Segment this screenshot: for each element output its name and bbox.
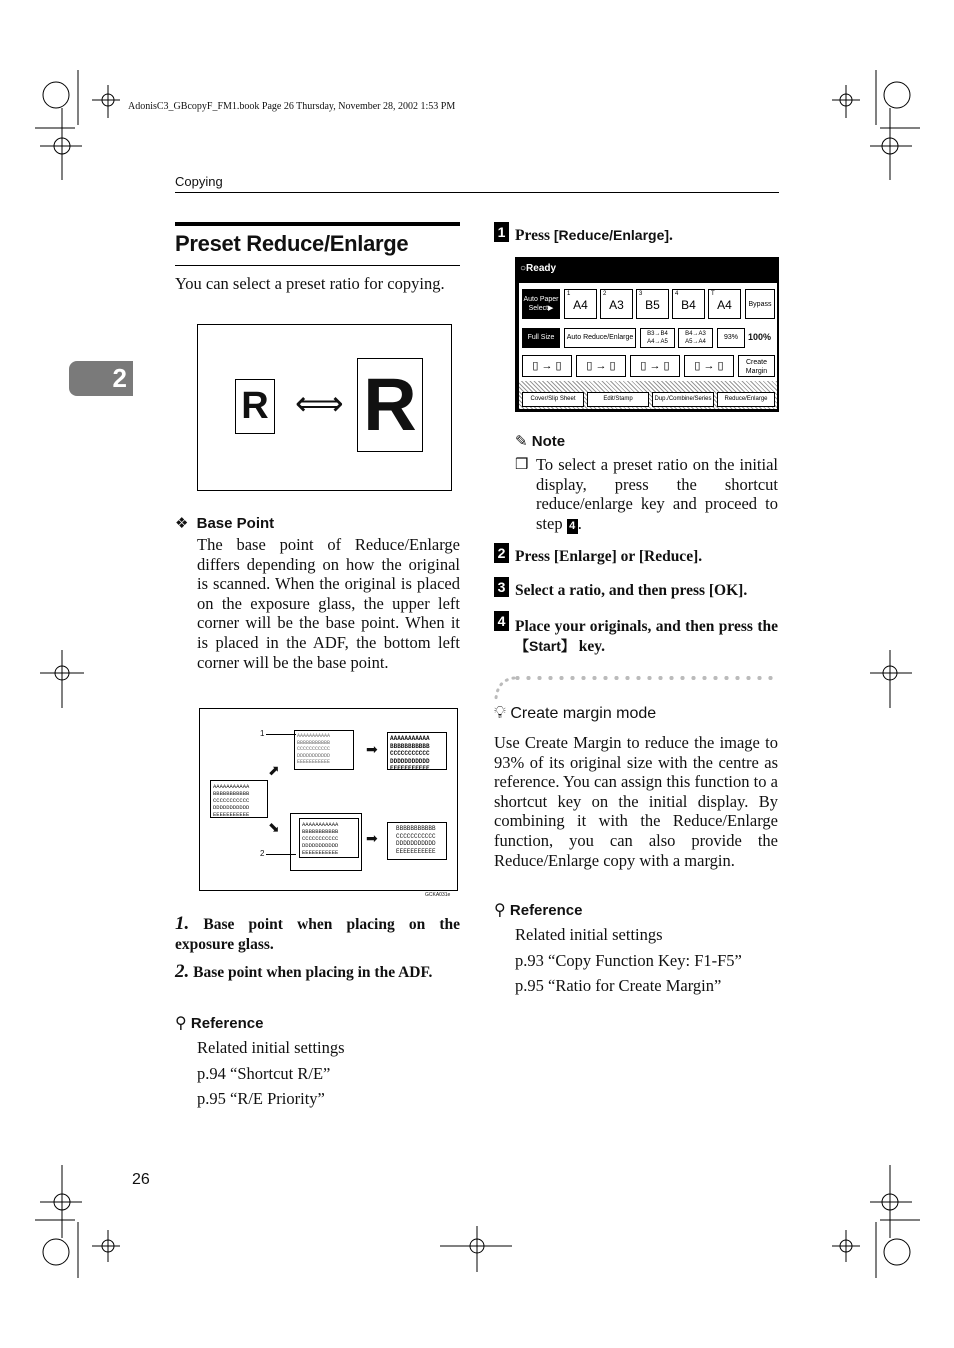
base-point-figure	[199, 708, 458, 898]
arrow-down-right-icon: ⬊	[268, 819, 280, 835]
ratio-value-button[interactable]: 93%	[717, 328, 745, 348]
section-intro: You can select a preset ratio for copying.	[175, 274, 445, 293]
auto-paper-select-button[interactable]: Auto Paper Select▶	[522, 289, 560, 319]
registration-mark-mid-right	[870, 650, 912, 708]
step-2-number: 2	[494, 543, 509, 563]
glass-scan-sheet	[294, 730, 354, 770]
step-1-prefix: Press	[515, 227, 554, 244]
sheet-row-d: DDDDDDDDDDD	[213, 804, 250, 811]
large-r-letter: R	[363, 363, 417, 446]
glass-result-row-e: EEEEEEEEEEE	[390, 765, 430, 770]
step-1-number: 1	[494, 222, 509, 242]
small-r-letter: R	[241, 385, 269, 427]
adf-scan-sheet	[299, 818, 359, 858]
reference-item: Related initial settings	[197, 1038, 345, 1057]
base-point-text: The base point of Reduce/Enlarge differs depending on how the original is scanned. When the original is placed on the exposure glass, the upper left corner will be the base point. When it is placed in the ADF, the bottom left corner will be the base point.	[197, 535, 460, 672]
sheet-row-c: CCCCCCCCCCC	[213, 797, 250, 804]
adf-result-row-d: DDDDDDDDDDD	[396, 840, 436, 847]
shortcut-3-button[interactable]: ▯ → ▯	[630, 355, 680, 377]
adf-row-b: BBBBBBBBBBB	[302, 828, 339, 835]
section-bar	[175, 222, 460, 226]
adf-result-row-b: BBBBBBBBBBB	[396, 825, 436, 832]
bypass-button[interactable]: Bypass	[745, 289, 775, 319]
registration-mark-bottom-left	[35, 1165, 120, 1278]
auto-reduce-enlarge-button[interactable]: Auto Reduce/Enlarge	[564, 328, 636, 348]
arrow-up-right-icon: ⬈	[268, 762, 280, 778]
step-4-text	[515, 617, 778, 656]
margin-reference-heading	[494, 900, 582, 920]
step-3-text: Select a ratio, and then press [OK].	[515, 582, 748, 599]
figure-label-1: 1	[260, 729, 265, 738]
note-title: Note	[531, 433, 566, 450]
arrow-right-icon: ➡	[366, 741, 378, 757]
caption-1	[175, 914, 460, 954]
caption-1-num: 1.	[175, 913, 190, 934]
step-1-suffix: .	[669, 227, 673, 244]
glass-result-row-d: DDDDDDDDDDD	[390, 757, 430, 765]
create-margin-button[interactable]: Create Margin	[738, 355, 775, 377]
adf-result-row-e: EEEEEEEEEEE	[396, 847, 436, 855]
original-sheet	[210, 780, 268, 818]
paper-tray-1-button[interactable]	[564, 289, 597, 319]
cover-slip-sheet-tab[interactable]: Cover/Slip Sheet	[522, 392, 584, 407]
paper-tray-2-button[interactable]	[600, 289, 633, 319]
step-4-number: 4	[494, 611, 509, 631]
registration-mark-bottom-center	[440, 1226, 512, 1272]
step-4-key: 【Start】	[515, 637, 575, 654]
reference-item: Related initial settings	[515, 925, 663, 944]
registration-mark-top-left	[35, 70, 120, 180]
dotted-divider	[512, 676, 778, 680]
magnifier-icon: ⚲	[175, 1015, 187, 1032]
note-heading	[515, 432, 565, 450]
adf-result-sheet	[387, 822, 447, 860]
registration-mark-mid-left	[40, 650, 84, 708]
tray-id: 3	[639, 291, 643, 297]
margin-reference-title: Reference	[509, 902, 583, 919]
glass-row-e: EEEEEEEEEEE	[297, 759, 331, 765]
magnifier-icon: ⚲	[494, 902, 506, 919]
paper-tray-3-button[interactable]	[636, 289, 669, 319]
step-4-prefix: Place your originals, and then press the	[515, 618, 778, 635]
copier-panel	[515, 257, 779, 412]
adf-row-d: DDDDDDDDDDD	[302, 842, 339, 849]
lightbulb-icon: 💡︎	[494, 703, 506, 722]
glass-row-a: AAAAAAAAAAA	[297, 733, 331, 739]
header-rule	[175, 192, 779, 193]
step-2-text: Press [Enlarge] or [Reduce].	[515, 548, 703, 565]
dup-combine-series-tab[interactable]: Dup./Combine/Series	[652, 392, 714, 407]
tray-size: B5	[645, 298, 660, 312]
shortcut-4-button[interactable]: ▯ → ▯	[684, 355, 734, 377]
create-margin-title: Create margin mode	[510, 705, 657, 722]
sheet-row-a: AAAAAAAAAAA	[213, 783, 250, 790]
diamond-bullet-icon: ❖	[175, 515, 189, 532]
reference-item[interactable]: p.95 “R/E Priority”	[197, 1089, 325, 1108]
registration-mark-bottom-right	[832, 1165, 920, 1278]
adf-row-a: AAAAAAAAAAA	[302, 821, 339, 828]
chapter-tab: 2	[69, 361, 133, 396]
sheet-row-e: EEEEEEEEEEE	[213, 811, 250, 818]
section-underline	[175, 265, 460, 266]
tray-size: A4	[573, 298, 588, 312]
full-size-button[interactable]: Full Size	[522, 328, 560, 348]
note-checkbox-icon: ❒	[515, 457, 529, 473]
step-1-text	[515, 227, 673, 245]
caption-2-num: 2.	[175, 961, 190, 982]
panel-status-text: Ready	[526, 263, 557, 274]
step-4-suffix: key.	[574, 637, 606, 655]
resize-arrow: ⟺	[295, 385, 344, 423]
note-body: To select a preset ratio on the initial display, press the shortcut reduce/enlarge key and proceed to step	[536, 455, 778, 533]
tray-size: A4	[717, 298, 732, 312]
adf-result-row-c: CCCCCCCCCCC	[396, 832, 436, 840]
reference-item[interactable]: p.93 “Copy Function Key: F1-F5”	[515, 950, 742, 970]
shortcut-2-button[interactable]: ▯ → ▯	[576, 355, 626, 377]
tray-size: A3	[609, 298, 624, 312]
small-r-box	[235, 379, 275, 434]
caption-1-text: Base point when placing on the exposure glass.	[175, 916, 460, 953]
registration-mark-top-right	[832, 70, 920, 180]
glass-result-sheet	[387, 732, 447, 770]
paper-tray-t-button[interactable]	[708, 289, 741, 319]
step-1-key: [Reduce/Enlarge]	[553, 227, 670, 243]
paper-tray-4-button[interactable]	[672, 289, 705, 319]
glass-result-row-c: CCCCCCCCCCC	[390, 750, 430, 757]
figure-code: GCKA031e	[425, 892, 451, 898]
ratio-2-button[interactable]: B4→A3 A5→A4	[678, 328, 713, 348]
tray-id: T	[711, 291, 715, 297]
base-point-title: Base Point	[196, 515, 275, 532]
base-point-heading	[175, 514, 274, 532]
reference-title: Reference	[190, 1015, 264, 1032]
caption-2-text: Base point when placing in the ADF.	[193, 964, 433, 981]
reference-list	[197, 1035, 345, 1112]
tray-id: 2	[603, 291, 607, 297]
pencil-icon: ✎	[515, 433, 528, 450]
current-ratio: 100%	[748, 332, 772, 342]
label-1-leader	[266, 734, 296, 735]
margin-reference-list	[515, 922, 742, 999]
glass-row-d: DDDDDDDDDDD	[297, 752, 331, 759]
create-margin-text: Use Create Margin to reduce the image to 93% of its original size with the centre as reference. You can assign this function to a shortcut key on the initial display. By combining it with the Reduce/Enlarge function, you can also provide the Reduce/Enlarge copy with a margin.	[494, 733, 778, 870]
adf-row-e: EEEEEEEEEEE	[302, 849, 339, 856]
glass-row-b: BBBBBBBBBBB	[297, 739, 331, 746]
panel-screen	[519, 283, 777, 409]
reference-item[interactable]: p.95 “Ratio for Create Margin”	[515, 976, 722, 995]
ready-icon: ○	[520, 263, 527, 274]
note-step-ref: 4	[567, 519, 578, 534]
step-3-number: 3	[494, 577, 509, 597]
reference-heading	[175, 1013, 263, 1033]
large-r-box	[357, 358, 423, 452]
note-text: To select a preset ratio on the initial display, press the shortcut reduce/enlarge key and proceed to step 4 .	[536, 455, 778, 533]
glass-result-row-a: AAAAAAAAAAA	[390, 735, 430, 742]
glass-result-row-b: BBBBBBBBBBB	[390, 742, 430, 750]
arrow-right-2-icon: ➡	[366, 830, 378, 846]
adf-row-c: CCCCCCCCCCC	[302, 835, 339, 842]
edit-stamp-tab[interactable]: Edit/Stamp	[587, 392, 649, 407]
figure-label-2: 2	[260, 849, 265, 858]
panel-status	[520, 263, 556, 274]
caption-2	[175, 962, 460, 983]
create-margin-heading	[494, 703, 656, 723]
sheet-row-b: BBBBBBBBBBB	[213, 790, 250, 797]
shortcut-1-button[interactable]: ▯ → ▯	[522, 355, 572, 377]
running-head: Copying	[175, 174, 223, 189]
reduce-enlarge-tab[interactable]: Reduce/Enlarge	[717, 392, 775, 407]
ratio-1-button[interactable]: B3→B4 A4→A5	[640, 328, 675, 348]
tray-id: 4	[675, 291, 679, 297]
page-number: 26	[132, 1171, 150, 1188]
file-info: AdonisC3_GBcopyF_FM1.book Page 26 Thursday, November 28, 2002 1:53 PM	[128, 101, 456, 112]
tray-size: B4	[681, 298, 696, 312]
section-title: Preset Reduce/Enlarge	[175, 231, 409, 256]
reduce-enlarge-figure	[197, 324, 452, 491]
glass-row-c: CCCCCCCCCCC	[297, 746, 331, 752]
dotted-curve	[494, 676, 516, 700]
reference-item[interactable]: p.94 “Shortcut R/E”	[197, 1063, 331, 1083]
tray-id: 1	[567, 291, 571, 297]
